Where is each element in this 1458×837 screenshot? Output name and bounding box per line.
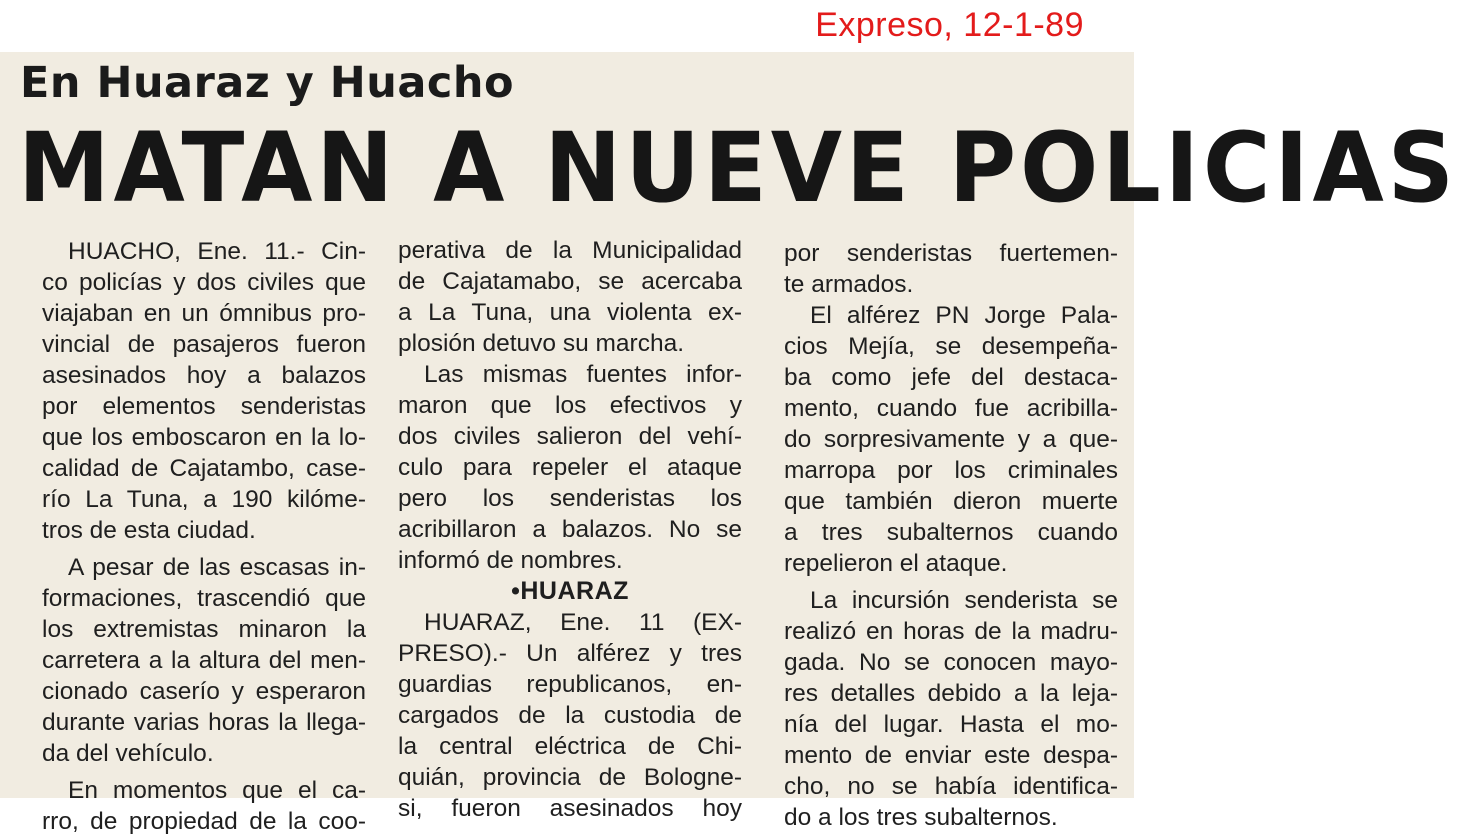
article-line: los extremistas minaron la [42, 616, 366, 643]
article-line: formaciones, trascendió que [42, 585, 366, 612]
article-line: PRESO).- Un alférez y tres [398, 640, 742, 667]
section-subhead: •HUARAZ [511, 577, 629, 605]
source-label: Expreso, 12-1-89 [815, 6, 1084, 44]
article-line: informó de nombres. [398, 547, 623, 574]
article-line: si, fueron asesinados hoy [398, 795, 742, 822]
article-line: quián, provincia de Bologne- [398, 764, 742, 791]
article-line: plosión detuvo su marcha. [398, 330, 684, 357]
article-line: El alférez PN Jorge Pala- [810, 302, 1118, 329]
article-line: realizó en horas de la madru- [784, 618, 1118, 645]
article-line: marropa por los criminales [784, 457, 1118, 484]
article-line: durante varias horas la llega- [42, 709, 366, 736]
article-line: HUACHO, Ene. 11.- Cin- [68, 238, 366, 265]
article-line: culo para repeler el ataque [398, 454, 742, 481]
article-line: acribillaron a balazos. No se [398, 516, 742, 543]
article-line: da del vehículo. [42, 740, 214, 767]
article-line: res detalles debido a la leja- [784, 680, 1118, 707]
article-line: Las mismas fuentes infor- [424, 361, 742, 388]
article-column-2 [398, 235, 742, 822]
article-line: a tres subalternos cuando [784, 519, 1118, 546]
article-line: cargados de la custodia de [398, 702, 742, 729]
article-line: carretera a la altura del men- [42, 647, 366, 674]
article-line: que los emboscaron en la lo- [42, 424, 366, 451]
article-line: de Cajatamabo, se acercaba [398, 268, 742, 295]
article-line: La incursión senderista se [810, 587, 1118, 614]
article-line: do a los tres subalternos. [784, 804, 1058, 831]
article-line: por elementos senderistas [42, 393, 366, 420]
article-line: asesinados hoy a balazos [42, 362, 366, 389]
article-line: rro, de propiedad de la coo- [42, 808, 366, 835]
article-line: perativa de la Municipalidad [398, 237, 742, 264]
kicker-headline: En Huaraz y Huacho [20, 58, 515, 108]
article-column-3 [784, 238, 1118, 831]
article-line: calidad de Cajatambo, case- [42, 455, 366, 482]
article-line: viajaban en un ómnibus pro- [42, 300, 366, 327]
article-line: dos civiles salieron del vehí- [398, 423, 742, 450]
article-line: cionado caserío y esperaron [42, 678, 366, 705]
article-column-1 [42, 236, 366, 835]
article-line: A pesar de las escasas in- [68, 554, 366, 581]
article-line: nía del lugar. Hasta el mo- [784, 711, 1118, 738]
article-line: te armados. [784, 271, 914, 298]
article-line: En momentos que el ca- [68, 777, 366, 804]
article-line: gada. No se conocen mayo- [784, 649, 1118, 676]
article-line: pero los senderistas los [398, 485, 742, 512]
article-line: tros de esta ciudad. [42, 517, 256, 544]
main-headline: MATAN A NUEVE POLICIAS [18, 112, 1458, 224]
article-line: que también dieron muerte [784, 488, 1118, 515]
article-line: guardias republicanos, en- [398, 671, 742, 698]
article-line: a La Tuna, una violenta ex- [398, 299, 742, 326]
article-line: mento de enviar este despa- [784, 742, 1118, 769]
article-line: HUARAZ, Ene. 11 (EX- [424, 609, 742, 636]
newspaper-clipping [0, 52, 1458, 835]
article-line: ba como jefe del destaca- [784, 364, 1118, 391]
article-line: co policías y dos civiles que [42, 269, 366, 296]
article-line: la central eléctrica de Chi- [398, 733, 742, 760]
article-line: mento, cuando fue acribilla- [784, 395, 1118, 422]
article-line: do sorpresivamente y a que- [784, 426, 1118, 453]
article-line: cho, no se había identifica- [784, 773, 1118, 800]
article-line: maron que los efectivos y [398, 392, 742, 419]
article-line: río La Tuna, a 190 kilóme- [42, 486, 366, 513]
article-line: vincial de pasajeros fueron [42, 331, 366, 358]
article-line: por senderistas fuertemen- [784, 240, 1118, 267]
article-line: cios Mejía, se desempeña- [784, 333, 1118, 360]
article-line: repelieron el ataque. [784, 550, 1008, 577]
